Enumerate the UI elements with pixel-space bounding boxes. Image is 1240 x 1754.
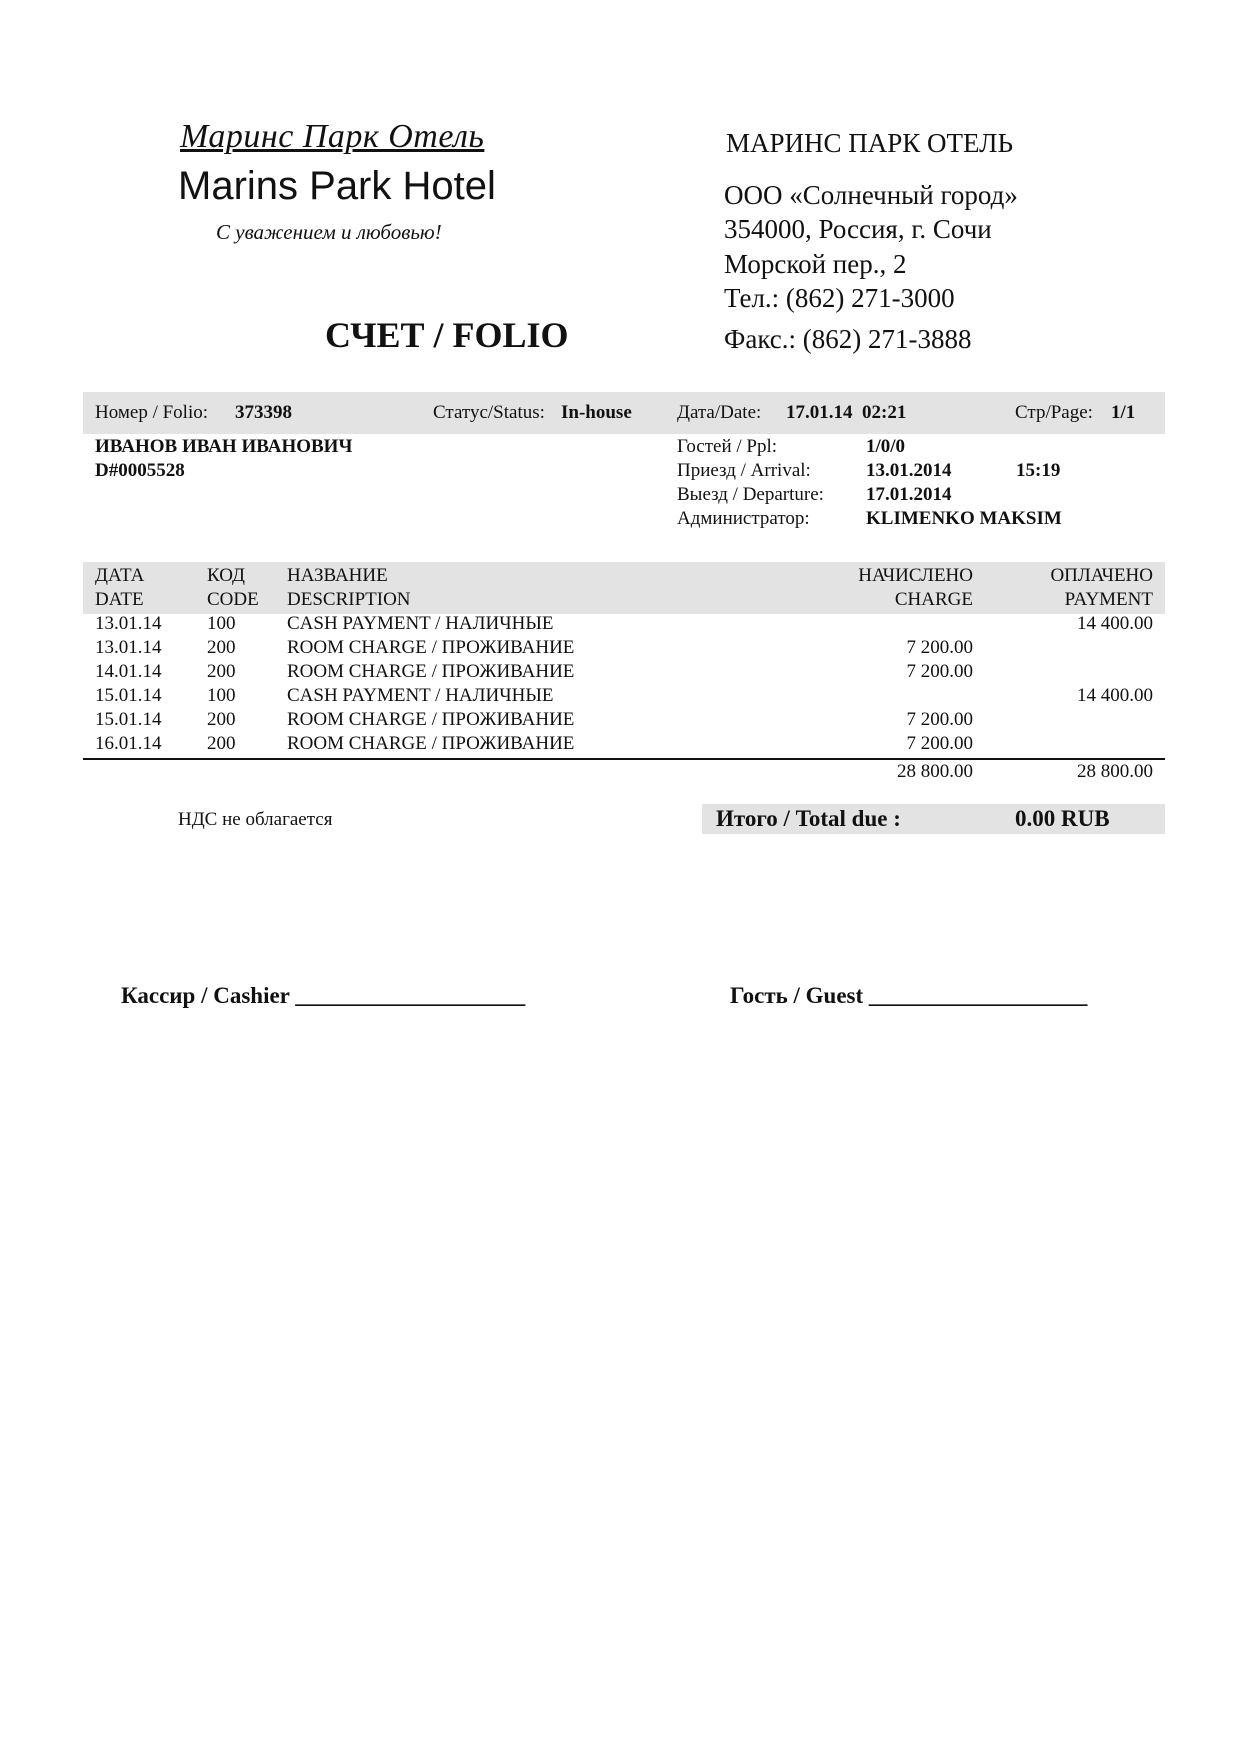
arrival-date: 13.01.2014: [866, 460, 952, 481]
logo-script-name: Маринс Парк Отель: [180, 118, 485, 155]
hotel-address-line-2: Морской пер., 2: [724, 249, 907, 279]
row-description: CASH PAYMENT / НАЛИЧНЫЕ: [287, 613, 554, 634]
row-date: 15.01.14: [95, 685, 162, 706]
guest-id: D#0005528: [95, 460, 185, 481]
status-value: In-house: [561, 402, 632, 423]
hotel-name: МАРИНС ПАРК ОТЕЛЬ: [726, 128, 1013, 158]
row-description: CASH PAYMENT / НАЛИЧНЫЕ: [287, 685, 554, 706]
total-charge: 28 800.00: [897, 761, 973, 782]
logo-tagline: С уважением и любовью!: [216, 220, 442, 244]
row-date: 14.01.14: [95, 661, 162, 682]
date-value: 17.01.14 02:21: [786, 402, 907, 423]
hotel-fax: Факс.: (862) 271-3888: [724, 324, 972, 354]
arrival-time: 15:19: [1016, 460, 1061, 481]
hotel-phone: Тел.: (862) 271-3000: [724, 283, 955, 313]
total-due-band: [702, 804, 1165, 834]
row-code: 100: [207, 613, 236, 634]
cashier-signature-line: Кассир / Cashier ____________________: [121, 983, 526, 1008]
col-payment-ru: ОПЛАЧЕНО: [1050, 565, 1153, 586]
row-code: 100: [207, 685, 236, 706]
col-desc-en: DESCRIPTION: [287, 589, 411, 610]
ppl-value: 1/0/0: [866, 436, 906, 457]
departure-date: 17.01.2014: [866, 484, 952, 505]
ppl-label: Гостей / Ppl:: [677, 436, 778, 457]
folio-number-value: 373398: [235, 402, 292, 423]
hotel-address-line-1: 354000, Россия, г. Сочи: [724, 214, 992, 244]
row-date: 13.01.14: [95, 637, 162, 658]
row-code: 200: [207, 709, 236, 730]
row-description: ROOM CHARGE / ПРОЖИВАНИЕ: [287, 637, 575, 658]
col-date-ru: ДАТА: [95, 565, 145, 586]
row-payment: 14 400.00: [1077, 613, 1153, 634]
folio-header-band: [83, 392, 1165, 434]
guest-signature-line: Гость / Guest ___________________: [730, 983, 1088, 1008]
row-description: ROOM CHARGE / ПРОЖИВАНИЕ: [287, 733, 575, 754]
col-desc-ru: НАЗВАНИЕ: [287, 565, 388, 586]
folio-number-label: Номер / Folio:: [95, 402, 208, 423]
col-code-ru: КОД: [207, 565, 245, 586]
col-payment-en: PAYMENT: [1064, 589, 1153, 610]
logo-latin-name: Marins Park Hotel: [178, 164, 496, 208]
arrival-label: Приезд / Arrival:: [677, 460, 811, 481]
row-charge: 7 200.00: [906, 637, 973, 658]
document-title: СЧЕТ / FOLIO: [325, 315, 569, 355]
total-due-label: Итого / Total due :: [716, 806, 901, 831]
row-code: 200: [207, 637, 236, 658]
guest-name: ИВАНОВ ИВАН ИВАНОВИЧ: [95, 436, 353, 457]
row-date: 15.01.14: [95, 709, 162, 730]
page-label: Стр/Page:: [1015, 402, 1093, 423]
total-due-value: 0.00 RUB: [1015, 806, 1110, 831]
page-value: 1/1: [1111, 402, 1136, 423]
totals-divider: [83, 758, 1165, 760]
col-charge-ru: НАЧИСЛЕНО: [858, 565, 973, 586]
total-payment: 28 800.00: [1077, 761, 1153, 782]
administrator-value: KLIMENKO MAKSIM: [866, 508, 1062, 529]
row-charge: 7 200.00: [906, 709, 973, 730]
row-description: ROOM CHARGE / ПРОЖИВАНИЕ: [287, 709, 575, 730]
row-charge: 7 200.00: [906, 661, 973, 682]
vat-note: НДС не облагается: [178, 809, 333, 830]
row-payment: 14 400.00: [1077, 685, 1153, 706]
hotel-company: ООО «Солнечный город»: [724, 180, 1018, 210]
row-charge: 7 200.00: [906, 733, 973, 754]
table-header-band: [83, 562, 1165, 614]
col-code-en: CODE: [207, 589, 259, 610]
row-code: 200: [207, 733, 236, 754]
row-description: ROOM CHARGE / ПРОЖИВАНИЕ: [287, 661, 575, 682]
row-code: 200: [207, 661, 236, 682]
row-date: 16.01.14: [95, 733, 162, 754]
col-charge-en: CHARGE: [894, 589, 973, 610]
administrator-label: Администратор:: [677, 508, 810, 529]
date-label: Дата/Date:: [677, 402, 762, 423]
departure-label: Выезд / Departure:: [677, 484, 824, 505]
status-label: Статус/Status:: [433, 402, 545, 423]
row-date: 13.01.14: [95, 613, 162, 634]
col-date-en: DATE: [95, 589, 144, 610]
